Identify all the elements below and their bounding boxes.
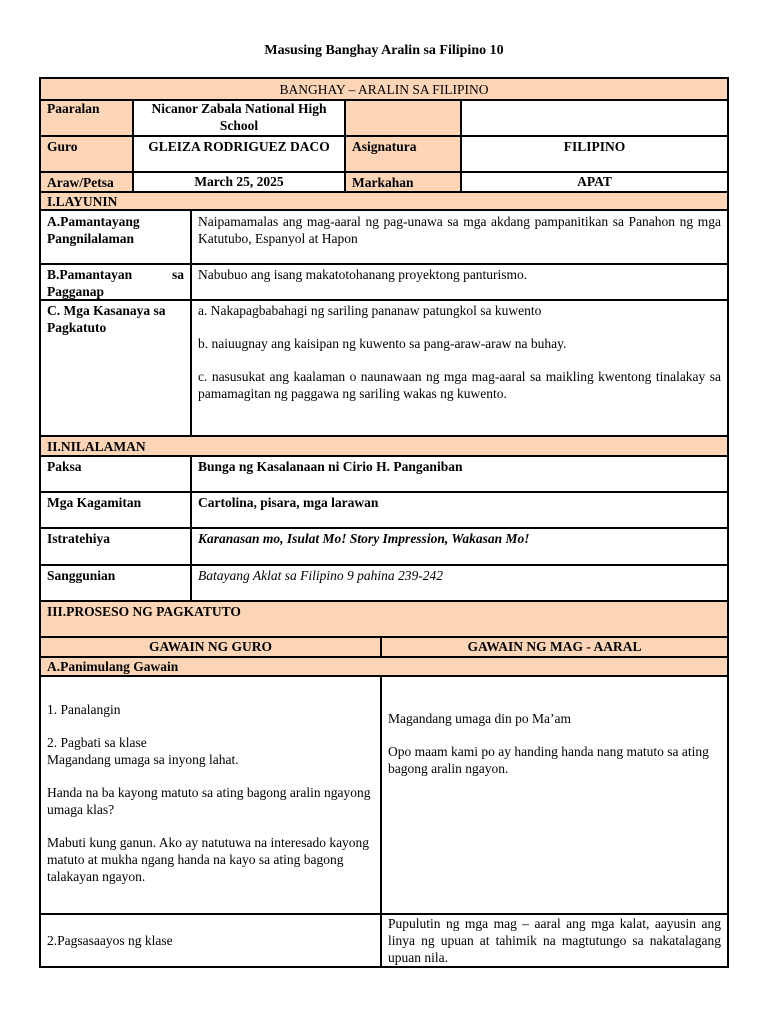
- guro-item-question: Handa na ba kayong matuto sa ating bagong aralin ngayong umaga klas?: [47, 785, 371, 817]
- rule: [41, 675, 727, 677]
- asignatura-label: Asignatura: [346, 137, 460, 171]
- table-title: BANGHAY – ARALIN SA FILIPINO: [41, 79, 727, 99]
- pamantayang-label: A.Pamantayang Pangnilalaman: [47, 214, 140, 246]
- pagganap-label: [41, 265, 190, 299]
- kasanayan-list: [192, 301, 727, 435]
- rule: [41, 299, 727, 301]
- sanggunian-value: Batayang Aklat sa Filipino 9 pahina 239-242: [198, 568, 443, 583]
- rule: [380, 636, 382, 658]
- nilalaman-heading: II.NILALAMAN: [41, 437, 727, 455]
- student-item-greeting: Magandang umaga din po Ma’am: [388, 711, 571, 726]
- rule: [41, 99, 727, 101]
- rule: [41, 527, 727, 529]
- col-header-guro: GAWAIN NG GURO: [41, 638, 380, 656]
- araw-value: March 25, 2025: [194, 174, 284, 189]
- rule: [41, 455, 727, 457]
- markahan-value: APAT: [577, 174, 612, 189]
- lesson-plan-table: [39, 77, 729, 968]
- rule: [41, 435, 727, 437]
- guro-activities: [41, 677, 380, 913]
- panimula-heading: A.Panimulang Gawain: [41, 658, 727, 675]
- rule: [190, 209, 192, 437]
- rule: [41, 191, 727, 193]
- guro-item-panalangin: 1. Panalangin: [47, 702, 121, 717]
- rule: [41, 491, 727, 493]
- asignatura-value: FILIPINO: [563, 139, 626, 154]
- guro-item-pagsasaayos: 2.Pagsasaayos ng klase: [47, 933, 173, 948]
- pamantayang-text: Naipamamalas ang mag-aaral ng pag-unawa sa mga akdang pampanitikan sa Panahon ng mga Katutubo, Espanyol at Hapon: [198, 214, 721, 246]
- paksa-value: Bunga ng Kasalanaan ni Cirio H. Panganiban: [198, 459, 463, 474]
- kasanayan-item-c: c. nasusukat ang kaalaman o naunawaan ng mga mag-aaral sa maikling kwentong tinalakay sa pamamagitan ng paggawa ng sariling wakas ng kuwento.: [198, 369, 721, 401]
- kasanayan-item-b: b. naiuugnay ang kaisipan ng kuwento sa pang-araw-araw na buhay.: [198, 336, 567, 351]
- rule: [41, 209, 727, 211]
- markahan-label: Markahan: [346, 173, 460, 191]
- guro-item-pagbati: 2. Pagbati sa klase: [47, 735, 147, 750]
- rule: [41, 263, 727, 265]
- pagganap-text: Nabubuo ang isang makatotohanang proyektong panturismo.: [198, 267, 528, 282]
- guro-item-response: Mabuti kung ganun. Ako ay natutuwa na interesado kayong matuto at mukha ngang handa na kayo sa ating bagong talakayan ngayon.: [47, 835, 370, 884]
- istratehiya-value: Karanasan mo, Isulat Mo! Story Impression, Wakasan Mo!: [198, 531, 530, 546]
- paaralan-label: Paaralan: [41, 99, 132, 135]
- istratehiya-label: Istratehiya: [47, 531, 110, 546]
- sanggunian-label: Sanggunian: [47, 568, 116, 583]
- blank-label-cell: [346, 99, 460, 135]
- rule: [41, 913, 727, 915]
- col-header-magaaral: GAWAIN NG MAG - AARAL: [382, 638, 727, 656]
- blank-value-cell: [462, 99, 727, 135]
- rule: [41, 171, 727, 173]
- kasanayan-label: C. Mga Kasanaya sa Pagkatuto: [47, 303, 166, 335]
- student-item-ready: Opo maam kami po ay handing handa nang matuto sa ating bagong aralin ngayon.: [388, 744, 709, 776]
- rule: [380, 675, 382, 966]
- paaralan-value: Nicanor Zabala National High School: [151, 101, 327, 133]
- rule: [132, 99, 134, 193]
- pagganap-label-part3: Pagganap: [47, 284, 105, 299]
- proseso-heading: III.PROSESO NG PAGKATUTO: [41, 602, 727, 636]
- rule: [190, 455, 192, 602]
- rule: [41, 600, 727, 602]
- guro-label: Guro: [41, 137, 132, 171]
- layunin-heading: I.LAYUNIN: [41, 193, 727, 209]
- document-title: Masusing Banghay Aralin sa Filipino 10: [264, 43, 504, 58]
- kasanayan-item-a: a. Nakapagbabahagi ng sariling pananaw patungkol sa kuwento: [198, 303, 542, 318]
- rule: [41, 135, 727, 137]
- rule: [41, 564, 727, 566]
- guro-value: GLEIZA RODRIGUEZ DACO: [148, 139, 330, 154]
- pagganap-label-part1: B.Pamantayan: [47, 267, 133, 282]
- rule: [460, 99, 462, 193]
- pagganap-label-part2: sa: [171, 267, 184, 282]
- guro-item-greeting: Magandang umaga sa inyong lahat.: [47, 752, 239, 767]
- kagamitan-value: Cartolina, pisara, mga larawan: [198, 495, 379, 510]
- rule: [344, 99, 346, 193]
- rule: [41, 656, 727, 658]
- paksa-label: Paksa: [47, 459, 82, 474]
- student-activities: [382, 677, 727, 913]
- araw-label: Araw/Petsa: [41, 173, 132, 191]
- kagamitan-label: Mga Kagamitan: [47, 495, 142, 510]
- student-item-pagsasaayos: Pupulutin ng mga mag – aaral ang mga kalat, aayusin ang linya ng upuan at tahimik na magtutungo sa nakatalagang upuan nila.: [388, 916, 721, 965]
- rule: [41, 636, 727, 638]
